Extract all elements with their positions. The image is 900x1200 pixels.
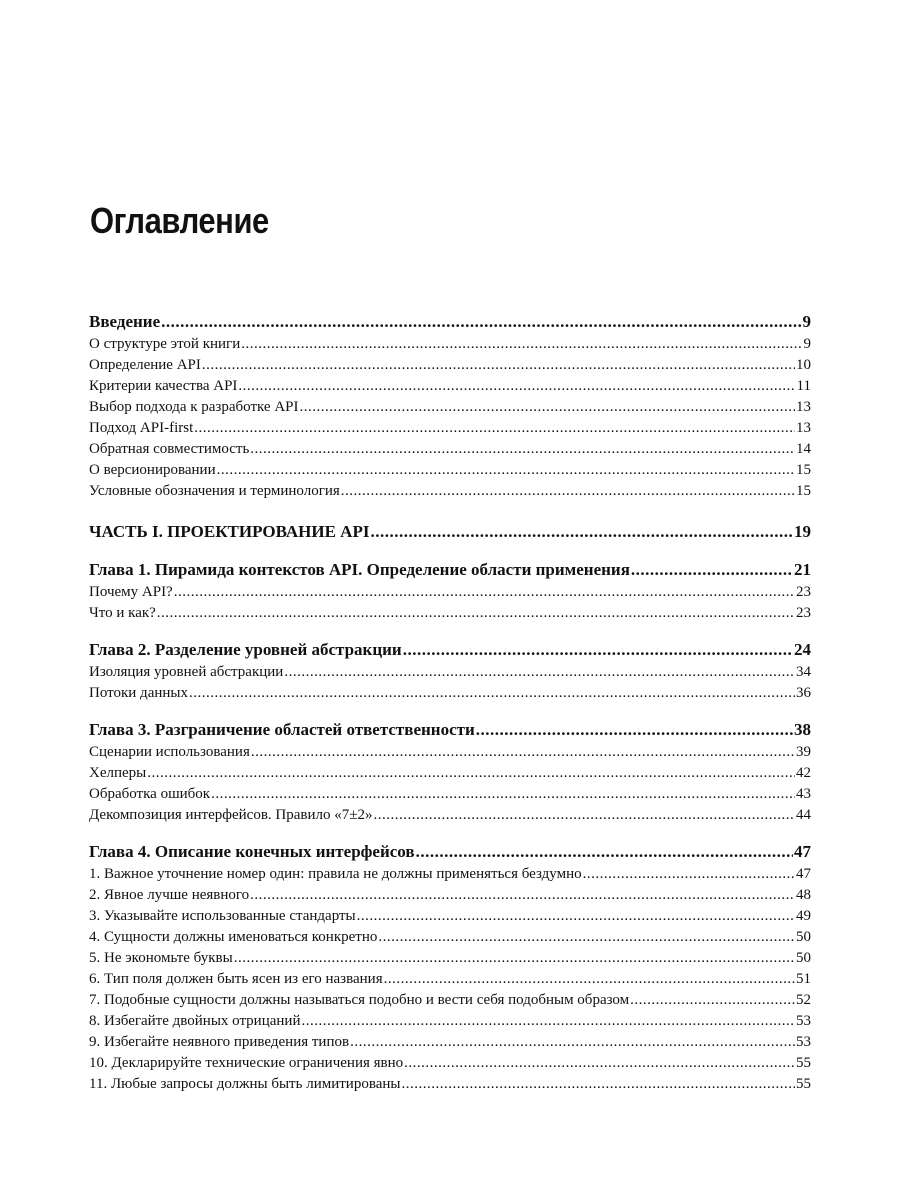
toc-entry[interactable] <box>89 662 811 683</box>
toc-entry-page-number: 36 <box>796 685 811 701</box>
toc-entry[interactable] <box>89 885 811 906</box>
toc-entry-label: Определение API <box>89 357 201 373</box>
dot-leader <box>241 334 802 355</box>
toc-entry-page-number: 44 <box>796 807 811 823</box>
toc-entry-label: Обратная совместимость <box>89 441 250 457</box>
section-spacer <box>89 624 811 638</box>
dot-leader <box>350 1032 795 1053</box>
toc-entry[interactable] <box>89 1074 811 1095</box>
toc-entry-label: О версионировании <box>89 462 216 478</box>
dot-leader <box>211 784 795 805</box>
dot-leader <box>416 840 793 864</box>
toc-entry[interactable] <box>89 1053 811 1074</box>
dot-leader <box>234 948 795 969</box>
toc-entry-label: Глава 2. Разделение уровней абстракции <box>89 640 402 659</box>
dot-leader <box>404 1053 795 1074</box>
dot-leader <box>202 355 795 376</box>
toc-entry-label: Введение <box>89 312 161 331</box>
toc-entry[interactable] <box>89 481 811 502</box>
toc-entry[interactable] <box>89 742 811 763</box>
toc-heading-entry[interactable] <box>89 558 811 582</box>
toc-entry-page-number: 55 <box>796 1076 811 1092</box>
toc-entry-page-number: 15 <box>796 483 811 499</box>
dot-leader <box>250 885 795 906</box>
dot-leader <box>300 397 796 418</box>
section-spacer <box>89 544 811 558</box>
toc-entry-label: 4. Сущности должны именоваться конкретно <box>89 929 378 945</box>
toc-entry[interactable] <box>89 683 811 704</box>
toc-entry[interactable] <box>89 418 811 439</box>
toc-heading-entry[interactable] <box>89 840 811 864</box>
toc-entry[interactable] <box>89 948 811 969</box>
toc-entry-label: Глава 4. Описание конечных интерфейсов <box>89 842 415 861</box>
toc-entry-page-number: 19 <box>794 522 811 541</box>
toc-entry-label: Сценарии использования <box>89 744 250 760</box>
dot-leader <box>157 603 795 624</box>
toc-entry-page-number: 21 <box>794 560 811 579</box>
toc-entry-page-number: 23 <box>796 605 811 621</box>
dot-leader <box>217 460 795 481</box>
toc-entry-page-number: 43 <box>796 786 811 802</box>
dot-leader <box>174 582 795 603</box>
dot-leader <box>284 662 795 683</box>
toc-entry-label: 6. Тип поля должен быть ясен из его названия <box>89 971 383 987</box>
toc-entry-label: Глава 3. Разграничение областей ответственности <box>89 720 475 739</box>
toc-entry-page-number: 13 <box>796 420 811 436</box>
toc-entry-page-number: 50 <box>796 950 811 966</box>
dot-leader <box>401 1074 795 1095</box>
toc-entry-page-number: 50 <box>796 929 811 945</box>
table-of-contents <box>89 310 811 1095</box>
toc-entry[interactable] <box>89 805 811 826</box>
dot-leader <box>251 742 795 763</box>
toc-entry-page-number: 53 <box>796 1013 811 1029</box>
toc-entry-label: Критерии качества API <box>89 378 238 394</box>
toc-entry-page-number: 48 <box>796 887 811 903</box>
toc-entry-label: Глава 1. Пирамида контекстов API. Определение области применения <box>89 560 630 579</box>
section-spacer <box>89 502 811 520</box>
toc-heading-entry[interactable] <box>89 718 811 742</box>
toc-entry-page-number: 42 <box>796 765 811 781</box>
toc-entry-label: ЧАСТЬ I. ПРОЕКТИРОВАНИЕ API <box>89 522 370 541</box>
toc-entry[interactable] <box>89 603 811 624</box>
dot-leader <box>357 906 795 927</box>
toc-entry[interactable] <box>89 376 811 397</box>
toc-entry-page-number: 14 <box>796 441 811 457</box>
toc-entry-page-number: 11 <box>796 378 811 394</box>
toc-entry[interactable] <box>89 439 811 460</box>
toc-entry-page-number: 55 <box>796 1055 811 1071</box>
toc-entry[interactable] <box>89 990 811 1011</box>
toc-entry-page-number: 34 <box>796 664 811 680</box>
toc-entry-page-number: 47 <box>794 842 811 861</box>
page-title: Оглавление <box>90 200 269 241</box>
dot-leader <box>631 558 793 582</box>
dot-leader <box>341 481 795 502</box>
dot-leader <box>373 805 795 826</box>
dot-leader <box>238 376 795 397</box>
toc-entry-label: Обработка ошибок <box>89 786 211 802</box>
toc-heading-entry[interactable] <box>89 638 811 662</box>
toc-entry[interactable] <box>89 969 811 990</box>
toc-entry[interactable] <box>89 334 811 355</box>
toc-entry-label: Подход API-first <box>89 420 194 436</box>
dot-leader <box>378 927 795 948</box>
dot-leader <box>630 990 795 1011</box>
toc-entry-label: 3. Указывайте использованные стандарты <box>89 908 356 924</box>
toc-entry-label: 5. Не экономьте буквы <box>89 950 233 966</box>
dot-leader <box>370 520 793 544</box>
toc-entry-label: Изоляция уровней абстракции <box>89 664 284 680</box>
toc-entry-page-number: 52 <box>796 992 811 1008</box>
dot-leader <box>476 718 793 742</box>
toc-entry-page-number: 23 <box>796 584 811 600</box>
toc-entry-label: Хелперы <box>89 765 147 781</box>
toc-entry[interactable] <box>89 906 811 927</box>
toc-heading-entry[interactable] <box>89 310 811 334</box>
section-spacer <box>89 826 811 840</box>
toc-entry-page-number: 10 <box>796 357 811 373</box>
toc-entry-page-number: 53 <box>796 1034 811 1050</box>
toc-entry-label: 11. Любые запросы должны быть лимитированы <box>89 1076 401 1092</box>
toc-entry-page-number: 47 <box>796 866 811 882</box>
toc-heading-entry[interactable] <box>89 520 811 544</box>
toc-entry-label: 1. Важное уточнение номер один: правила не должны применяться бездумно <box>89 866 582 882</box>
toc-entry[interactable] <box>89 864 811 885</box>
toc-entry[interactable] <box>89 460 811 481</box>
toc-entry-page-number: 38 <box>794 720 811 739</box>
toc-entry[interactable] <box>89 927 811 948</box>
dot-leader <box>189 683 795 704</box>
toc-entry-page-number: 13 <box>796 399 811 415</box>
dot-leader <box>301 1011 795 1032</box>
dot-leader <box>384 969 795 990</box>
dot-leader <box>583 864 795 885</box>
toc-entry-page-number: 49 <box>796 908 811 924</box>
toc-entry-page-number: 9 <box>802 312 811 331</box>
toc-entry[interactable] <box>89 1032 811 1053</box>
toc-entry-label: О структуре этой книги <box>89 336 241 352</box>
section-spacer <box>89 704 811 718</box>
toc-entry-label: 10. Декларируйте технические ограничения явно <box>89 1055 404 1071</box>
toc-entry[interactable] <box>89 763 811 784</box>
toc-entry[interactable] <box>89 784 811 805</box>
dot-leader <box>250 439 795 460</box>
toc-entry-label: Потоки данных <box>89 685 188 701</box>
toc-entry-page-number: 15 <box>796 462 811 478</box>
toc-entry[interactable] <box>89 397 811 418</box>
toc-entry-label: Декомпозиция интерфейсов. Правило «7±2» <box>89 807 373 823</box>
dot-leader <box>161 310 801 334</box>
toc-entry-page-number: 51 <box>796 971 811 987</box>
toc-entry-label: 7. Подобные сущности должны называться подобно и вести себя подобным образом <box>89 992 630 1008</box>
toc-entry-label: 2. Явное лучше неявного <box>89 887 250 903</box>
toc-entry-label: Выбор подхода к разработке API <box>89 399 299 415</box>
toc-entry[interactable] <box>89 1011 811 1032</box>
dot-leader <box>403 638 793 662</box>
dot-leader <box>194 418 795 439</box>
toc-entry-label: Почему API? <box>89 584 173 600</box>
toc-entry-label: 9. Избегайте неявного приведения типов <box>89 1034 350 1050</box>
toc-entry-page-number: 24 <box>794 640 811 659</box>
toc-entry-page-number: 9 <box>803 336 811 352</box>
toc-entry-label: Условные обозначения и терминология <box>89 483 340 499</box>
dot-leader <box>147 763 795 784</box>
toc-entry-label: Что и как? <box>89 605 156 621</box>
toc-entry[interactable] <box>89 355 811 376</box>
toc-entry-page-number: 39 <box>796 744 811 760</box>
toc-entry-label: 8. Избегайте двойных отрицаний <box>89 1013 301 1029</box>
toc-entry[interactable] <box>89 582 811 603</box>
